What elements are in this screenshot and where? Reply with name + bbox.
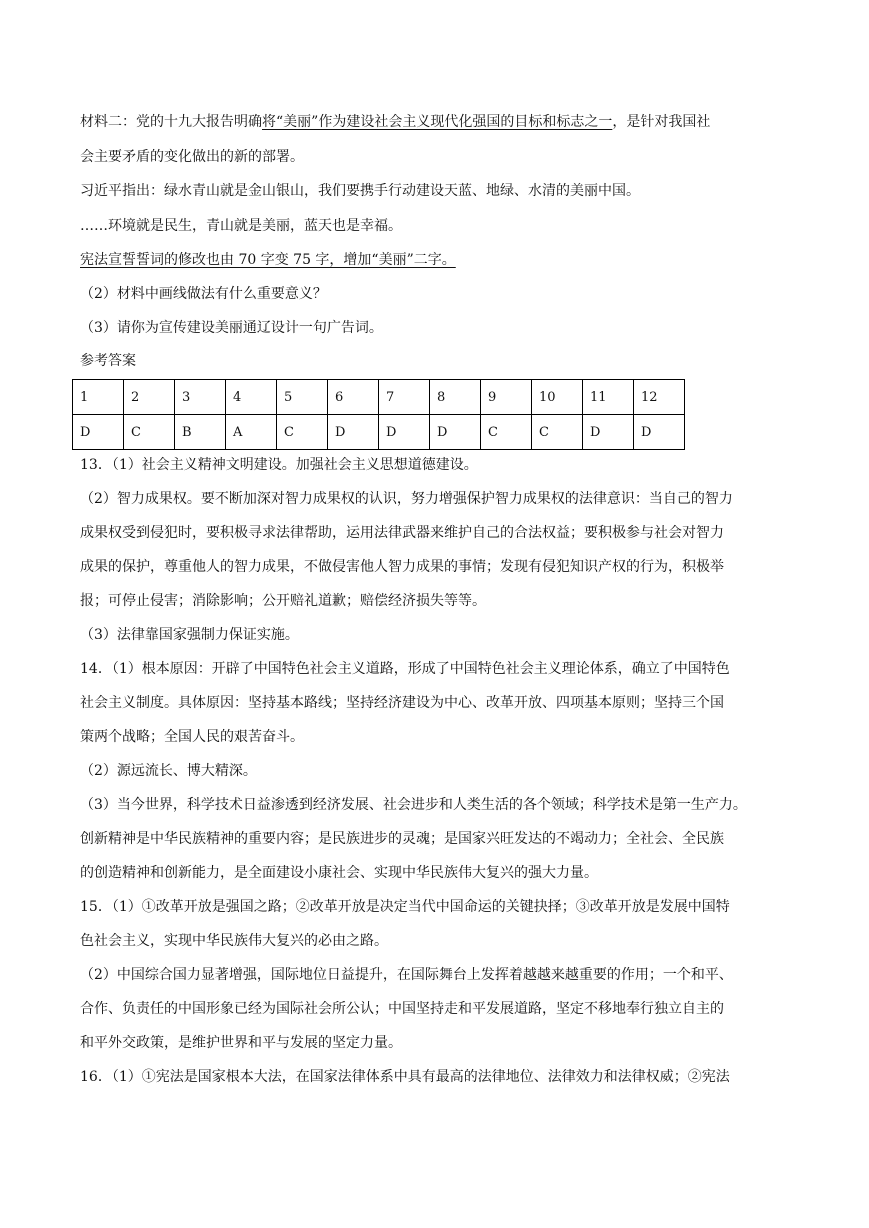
answer-13-part-1: 13．（1）社会主义精神文明建设。加强社会主义思想道德建设。	[80, 457, 478, 473]
table-cell-number: 7	[379, 380, 430, 415]
answer-table	[72, 379, 685, 450]
answer-table-answer-row	[73, 415, 685, 450]
answer-13-part-2-line-4: 报；可停止侵害；消除影响；公开赔礼道歉；赔偿经济损失等等。	[80, 593, 486, 609]
answer-heading: 参考答案	[80, 353, 136, 369]
answer-16-part-1-line-1: 16．（1）①宪法是国家根本大法，在国家法律体系中具有最高的法律地位、法律效力和法律权威；②宪法	[80, 1069, 730, 1085]
answer-14-part-3-line-1: （3）当今世界，科学技术日益渗透到经济发展、社会进步和人类生活的各个领域；科学技术是第一生产力。	[80, 797, 747, 813]
answer-13-part-3: （3）法律靠国家强制力保证实施。	[80, 627, 299, 643]
table-cell-answer: D	[430, 415, 481, 450]
answer-table-number-row	[73, 380, 685, 415]
table-cell-answer: C	[481, 415, 532, 450]
material2-line-3: 习近平指出：绿水青山就是金山银山，我们要携手行动建设天蓝、地绿、水清的美丽中国。	[80, 183, 640, 199]
underlined-sentence: 宪法宣誓誓词的修改也由 70 字变 75 字，增加“美丽”二字。	[80, 252, 456, 268]
answer-15-part-2-line-1: （2）中国综合国力显著增强，国际地位日益提升，在国际舞台上发挥着越越来越重要的作用；一个和平、	[80, 967, 733, 983]
material2-line-1	[80, 112, 792, 132]
table-cell-number: 2	[124, 380, 175, 415]
table-cell-answer: D	[328, 415, 379, 450]
table-cell-number: 5	[277, 380, 328, 415]
material2-text: 材料二：党的十九大报告明确	[80, 114, 262, 130]
question-3: （3）请你为宣传建设美丽通辽设计一句广告词。	[80, 320, 383, 336]
table-cell-number: 8	[430, 380, 481, 415]
table-cell-answer: D	[73, 415, 124, 450]
answer-14-part-1-line-3: 策两个战略；全国人民的艰苦奋斗。	[80, 729, 304, 745]
question-2: （2）材料中画线做法有什么重要意义？	[80, 286, 327, 302]
table-cell-answer: D	[583, 415, 634, 450]
answer-13-part-2-line-2: 成果权受到侵犯时，要积极寻求法律帮助，运用法律武器来维护自己的合法权益；要积极参与社会对智力	[80, 525, 724, 541]
answer-14-part-3-line-2: 创新精神是中华民族精神的重要内容；是民族进步的灵魂；是国家兴旺发达的不竭动力；全社会、全民族	[80, 831, 724, 847]
table-cell-number: 6	[328, 380, 379, 415]
answer-14-part-2: （2）源远流长、博大精深。	[80, 763, 257, 779]
table-cell-number: 11	[583, 380, 634, 415]
answer-14-part-3-line-3: 的创造精神和创新能力，是全面建设小康社会、实现中华民族伟大复兴的强大力量。	[80, 865, 598, 881]
answer-15-part-1-line-1: 15．（1）①改革开放是强国之路；②改革开放是决定当代中国命运的关键抉择；③改革开放是发展中国特	[80, 899, 730, 915]
underlined-phrase: 将“美丽”作为建设社会主义现代化强国的目标和标志之一	[262, 114, 613, 130]
table-cell-answer: C	[277, 415, 328, 450]
answer-14-part-1-line-1: 14．（1）根本原因：开辟了中国特色社会主义道路，形成了中国特色社会主义理论体系，确立了中国特色	[80, 661, 730, 677]
answer-13-part-2-line-3: 成果的保护，尊重他人的智力成果，不做侵害他人智力成果的事情；发现有侵犯知识产权的行为，积极举	[80, 559, 724, 575]
table-cell-number: 12	[634, 380, 685, 415]
table-cell-answer: D	[379, 415, 430, 450]
table-cell-number: 9	[481, 380, 532, 415]
table-cell-number: 10	[532, 380, 583, 415]
answer-15-part-2-line-3: 和平外交政策，是维护世界和平与发展的坚定力量。	[80, 1035, 402, 1051]
answer-13-part-2-line-1: （2）智力成果权。要不断加深对智力成果权的认识，努力增强保护智力成果权的法律意识：当自己的智力	[80, 491, 733, 507]
material2-line-5	[80, 250, 792, 270]
table-cell-number: 3	[175, 380, 226, 415]
answer-14-part-1-line-2: 社会主义制度。具体原因：坚持基本路线；坚持经济建设为中心、改革开放、四项基本原则；坚持三个国	[80, 695, 724, 711]
material2-text: ，是针对我国社	[612, 114, 711, 130]
material2-line-4: ……环境就是民生，青山就是美丽，蓝天也是幸福。	[80, 218, 402, 234]
table-cell-answer: A	[226, 415, 277, 450]
answer-15-part-1-line-2: 色社会主义，实现中华民族伟大复兴的必由之路。	[80, 933, 388, 949]
table-cell-number: 4	[226, 380, 277, 415]
table-cell-answer: C	[532, 415, 583, 450]
table-cell-answer: C	[124, 415, 175, 450]
table-cell-answer: D	[634, 415, 685, 450]
table-cell-number: 1	[73, 380, 124, 415]
table-cell-answer: B	[175, 415, 226, 450]
answer-15-part-2-line-2: 合作、负责任的中国形象已经为国际社会所公认；中国坚持走和平发展道路，坚定不移地奉行独立自主的	[80, 1001, 724, 1017]
material2-line-2: 会主要矛盾的变化做出的新的部署。	[80, 149, 304, 165]
